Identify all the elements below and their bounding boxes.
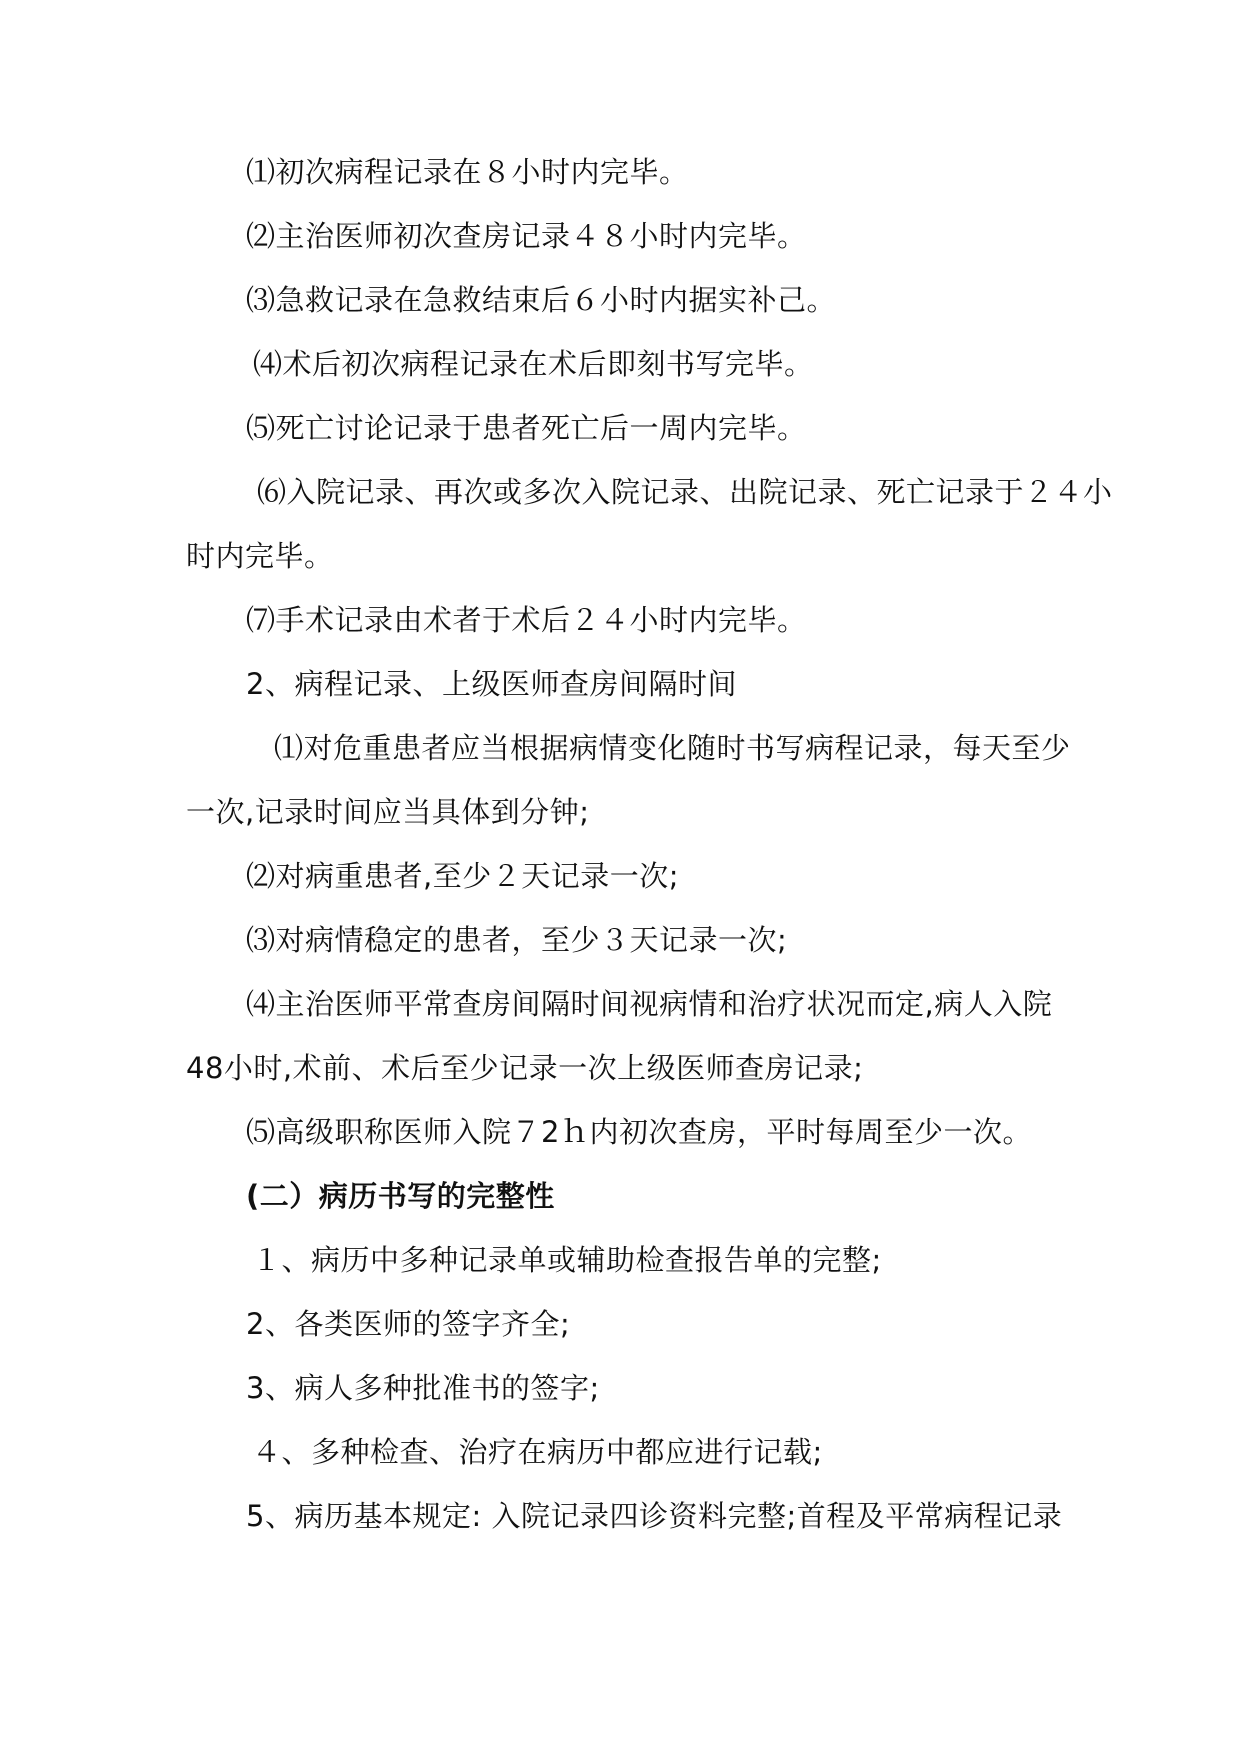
text-line: 48小时,术前、术后至少记录一次上级医师查房记录; xyxy=(186,1051,864,1085)
text-line: ⑵主治医师初次查房记录４８小时内完毕。 xyxy=(246,219,807,253)
text-line: ⑸高级职称医师入院７2ｈ内初次查房，平时每周至少一次。 xyxy=(246,1115,1032,1149)
text-line: ⑷术后初次病程记录在术后即刻书写完毕。 xyxy=(253,347,814,381)
list-item: 2、各类医师的签字齐全; xyxy=(246,1307,571,1341)
text-line: 时内完毕。 xyxy=(186,539,334,573)
text-line: 一次,记录时间应当具体到分钟; xyxy=(186,795,590,829)
text-line: ⑶急救记录在急救结束后６小时内据实补己。 xyxy=(246,283,837,317)
section-heading: (二）病历书写的完整性 xyxy=(246,1179,555,1213)
text-line: ⑴对危重患者应当根据病情变化随时书写病程记录，每天至少 xyxy=(274,731,1071,765)
text-line: ⑺手术记录由术者于术后２４小时内完毕。 xyxy=(246,603,807,637)
list-item: ４、多种检查、治疗在病历中都应进行记载; xyxy=(252,1435,823,1469)
section-subtitle: 2、病程记录、上级医师查房间隔时间 xyxy=(246,667,737,701)
list-item: １、病历中多种记录单或辅助检查报告单的完整; xyxy=(252,1243,882,1277)
text-line: ⑶对病情稳定的患者，至少３天记录一次; xyxy=(246,923,788,957)
text-line: ⑹入院记录、再次或多次入院记录、出院记录、死亡记录于２４小 xyxy=(257,475,1113,509)
text-line: ⑴初次病程记录在８小时内完毕。 xyxy=(246,155,689,189)
list-item: 3、病人多种批准书的签字; xyxy=(246,1371,600,1405)
list-item: 5、病历基本规定: 入院记录四诊资料完整;首程及平常病程记录 xyxy=(246,1499,1063,1533)
text-line: ⑸死亡讨论记录于患者死亡后一周内完毕。 xyxy=(246,411,807,445)
text-line: ⑵对病重患者,至少２天记录一次; xyxy=(246,859,679,893)
text-line: ⑷主治医师平常查房间隔时间视病情和治疗状况而定,病人入院 xyxy=(246,987,1053,1021)
